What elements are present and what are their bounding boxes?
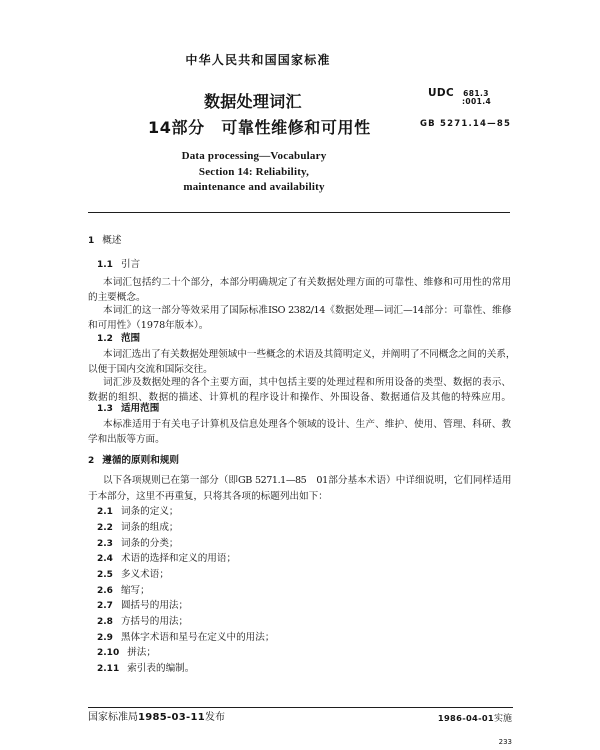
issuer: 国家标准局 [88, 712, 138, 723]
gb-standard-number: GB 5271.14—85 [420, 119, 512, 129]
section-number: 1.3 [97, 404, 113, 414]
list-item-number: 2.10 [97, 648, 120, 659]
paragraph-line: 的主要概念。 [88, 291, 146, 303]
section-title: 引言 [120, 259, 141, 270]
list-item-text: 方括号的用法； [120, 616, 189, 627]
list-item-text: 多义术语； [120, 568, 169, 580]
section-title: 范围 [120, 333, 141, 344]
paragraph-line: 本词汇的这一部分等效采用了国际标准ISO 2382/14《数据处理—词汇—14部分：可靠性、维修 [103, 305, 511, 316]
list-item-number: 2.6 [97, 585, 113, 596]
list-item [97, 598, 274, 614]
udc-sub-code: :001.4 [462, 97, 492, 106]
paragraph-line: 数据的组织、数据的描述、计算机的程序设计和操作、外围设备、数据通信及其他的特殊应用。 [88, 391, 511, 403]
list-item-number: 2.11 [97, 664, 120, 675]
list-item-text: 黑体字术语和星号在定义中的用法； [120, 631, 275, 643]
list-item [97, 661, 274, 677]
footer-divider [88, 707, 513, 708]
rules-list [97, 504, 274, 677]
list-item-number: 2.8 [97, 617, 113, 627]
udc-code: 681.3 [463, 89, 489, 98]
list-item [97, 630, 274, 646]
document-subtitle: 14部分 可靠性维修和可用性 [148, 118, 371, 137]
national-standard-label: 中华人民共和国国家标准 [185, 53, 331, 67]
list-item-text: 缩写； [120, 584, 150, 596]
effective-date: 1986-04-01 [437, 713, 494, 723]
list-item [97, 551, 274, 567]
list-item [97, 645, 274, 661]
paragraph-line: 和可用性》（1978年版本）。 [88, 319, 209, 331]
section-title: 适用范围 [120, 403, 160, 414]
section-number: 2 [88, 456, 95, 466]
english-title-line-1: Data processing—Vocabulary [181, 150, 327, 162]
section-number: 1.2 [97, 334, 113, 344]
list-item [97, 567, 274, 583]
section-number: 1 [88, 236, 95, 246]
issue-info [88, 711, 225, 725]
section-number: 1.1 [97, 260, 113, 270]
list-item [97, 536, 274, 552]
section-1-heading [88, 234, 121, 248]
list-item-text: 词条的组成； [120, 521, 179, 533]
effective-info [400, 711, 512, 726]
list-item-text: 圆括号的用法； [120, 600, 189, 612]
section-title: 遵循的原则和规则 [102, 455, 180, 466]
english-title-line-3: maintenance and availability [183, 181, 325, 193]
list-item-text: 索引表的编制。 [127, 663, 195, 675]
section-1-3-heading [97, 402, 159, 416]
section-2-heading [88, 454, 179, 468]
section-1-2-heading [97, 332, 140, 346]
paragraph-line: 本词汇包括约二十个部分，本部分明确规定了有关数据处理方面的可靠性、维修和可用性的常用 [103, 277, 511, 288]
page-number: 233 [498, 738, 512, 746]
list-item [97, 614, 274, 630]
issue-label: 发布 [204, 712, 225, 723]
effective-label: 实施 [493, 714, 512, 724]
list-item [97, 583, 274, 599]
list-item [97, 520, 274, 536]
issue-date: 1985-03-11 [138, 712, 205, 723]
document-title: 数据处理词汇 [204, 92, 302, 111]
list-item-number: 2.1 [97, 507, 113, 518]
list-item-text: 拼法； [127, 647, 156, 659]
udc-label: UDC [428, 87, 455, 99]
paragraph-line: 以下各项规则已在第一部分（即GB 5271.1—85 01部分基本术语）中详细说明，它们同样适用 [103, 475, 511, 486]
section-title: 概述 [102, 235, 122, 246]
list-item-number: 2.7 [97, 601, 113, 612]
paragraph-line: 以便于国内交流和国际交往。 [88, 363, 213, 375]
header-divider [88, 212, 510, 213]
paragraph-line: 本词汇选出了有关数据处理领域中一些概念的术语及其简明定义，并阐明了不同概念之间的关系， [103, 349, 516, 360]
paragraph-line: 于本部分，这里不再重复，只将其各项的标题列出如下： [88, 491, 328, 502]
list-item [97, 504, 274, 520]
list-item-number: 2.2 [97, 522, 113, 533]
list-item-number: 2.4 [97, 554, 113, 565]
list-item-number: 2.9 [97, 632, 113, 643]
section-1-1-heading [97, 258, 140, 272]
list-item-number: 2.5 [97, 569, 113, 580]
paragraph-line: 词汇涉及数据处理的各个主要方面，其中包括主要的处理过程和所用设备的类型、数据的表示、 [103, 377, 511, 388]
list-item-number: 2.3 [97, 538, 113, 549]
list-item-text: 词条的定义； [120, 506, 179, 518]
paragraph-line: 学和出版等方面。 [88, 433, 165, 445]
list-item-text: 术语的选择和定义的用语； [120, 553, 237, 565]
paragraph-line: 本标准适用于有关电子计算机及信息处理各个领域的设计、生产、维护、使用、管理、科研、教 [103, 419, 511, 430]
list-item-text: 词条的分类； [120, 537, 179, 549]
english-title-line-2: Section 14: Reliability, [198, 166, 310, 178]
